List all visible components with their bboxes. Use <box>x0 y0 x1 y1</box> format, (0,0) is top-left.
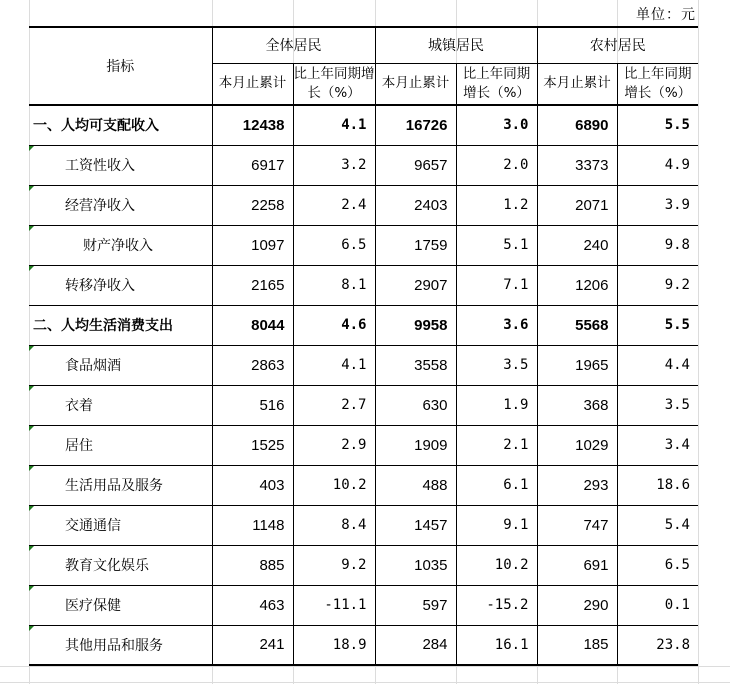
value-cell[interactable]: 2165 <box>212 265 293 305</box>
value-cell[interactable]: 9958 <box>375 305 456 345</box>
value-cell[interactable]: 1206 <box>537 265 617 305</box>
growth-cell[interactable]: 2.0 <box>456 145 537 185</box>
indicator-cell[interactable] <box>29 305 212 345</box>
value-cell[interactable]: 241 <box>212 625 293 665</box>
value-cell[interactable]: 12438 <box>212 105 293 145</box>
subheader-cumulative: 本月止累计 <box>537 63 617 105</box>
indicator-cell[interactable] <box>29 545 212 585</box>
growth-cell[interactable]: 10.2 <box>456 545 537 585</box>
value-cell[interactable]: 630 <box>375 385 456 425</box>
growth-cell[interactable]: 9.8 <box>617 225 698 265</box>
indicator-cell[interactable] <box>29 585 212 625</box>
indicator-cell[interactable] <box>29 225 212 265</box>
value-cell[interactable]: 488 <box>375 465 456 505</box>
group-header-rural: 农村居民 <box>537 27 698 63</box>
value-cell[interactable]: 1965 <box>537 345 617 385</box>
indicator-cell[interactable] <box>29 105 212 145</box>
cell-comment-marker-icon <box>29 346 34 351</box>
growth-cell[interactable]: 3.9 <box>617 185 698 225</box>
value-cell[interactable]: 290 <box>537 585 617 625</box>
growth-cell[interactable]: 7.1 <box>456 265 537 305</box>
indicator-label: 食品烟酒 <box>65 358 121 374</box>
value-cell[interactable]: 6917 <box>212 145 293 185</box>
value-cell[interactable]: 1759 <box>375 225 456 265</box>
cell-comment-marker-icon <box>29 146 34 151</box>
value-cell[interactable]: 1909 <box>375 425 456 465</box>
growth-cell[interactable]: 4.1 <box>293 105 375 145</box>
growth-cell[interactable]: 9.2 <box>293 545 375 585</box>
indicator-label: 生活用品及服务 <box>65 478 163 494</box>
value-cell[interactable]: 3373 <box>537 145 617 185</box>
value-cell[interactable]: 1097 <box>212 225 293 265</box>
cell-comment-marker-icon <box>29 266 34 271</box>
subheader-growth: 比上年同期增长（%） <box>456 63 537 105</box>
value-cell[interactable]: 2403 <box>375 185 456 225</box>
table-row <box>29 345 698 385</box>
growth-cell[interactable]: 9.2 <box>617 265 698 305</box>
indicator-header: 指标 <box>29 27 212 105</box>
table-row <box>29 465 698 505</box>
value-cell[interactable]: 16726 <box>375 105 456 145</box>
indicator-cell[interactable] <box>29 505 212 545</box>
growth-cell[interactable]: 10.2 <box>293 465 375 505</box>
growth-cell[interactable]: 4.1 <box>293 345 375 385</box>
growth-cell[interactable]: 3.5 <box>456 345 537 385</box>
value-cell[interactable]: 2863 <box>212 345 293 385</box>
growth-cell[interactable]: 1.2 <box>456 185 537 225</box>
indicator-label: 教育文化娱乐 <box>65 558 149 574</box>
growth-cell[interactable]: 2.7 <box>293 385 375 425</box>
table-row <box>29 145 698 185</box>
indicator-label: 衣着 <box>65 398 93 414</box>
growth-cell[interactable]: 5.5 <box>617 105 698 145</box>
growth-cell[interactable]: 18.9 <box>293 625 375 665</box>
growth-cell[interactable]: 1.9 <box>456 385 537 425</box>
value-cell[interactable]: 747 <box>537 505 617 545</box>
table-row <box>29 585 698 625</box>
value-cell[interactable]: 293 <box>537 465 617 505</box>
value-cell[interactable]: 597 <box>375 585 456 625</box>
growth-cell[interactable]: 4.9 <box>617 145 698 185</box>
indicator-label: 交通通信 <box>65 518 121 534</box>
indicator-label: 转移净收入 <box>65 278 135 294</box>
growth-cell[interactable]: 23.8 <box>617 625 698 665</box>
growth-cell[interactable]: 4.4 <box>617 345 698 385</box>
indicator-label: 财产净收入 <box>83 238 153 254</box>
indicator-label: 居住 <box>65 438 93 454</box>
table-row <box>29 425 698 465</box>
value-cell[interactable]: 403 <box>212 465 293 505</box>
table-row <box>29 625 698 665</box>
value-cell[interactable]: 1457 <box>375 505 456 545</box>
indicator-label: 医疗保健 <box>65 598 121 614</box>
income-expenditure-table <box>29 26 698 666</box>
indicator-cell[interactable] <box>29 265 212 305</box>
value-cell[interactable]: 463 <box>212 585 293 625</box>
value-cell[interactable]: 1525 <box>212 425 293 465</box>
value-cell[interactable]: 2907 <box>375 265 456 305</box>
unit-label: 单位：元 <box>636 7 696 23</box>
value-cell[interactable]: 6890 <box>537 105 617 145</box>
group-header-all: 全体居民 <box>212 27 375 63</box>
growth-cell[interactable]: 5.5 <box>617 305 698 345</box>
value-cell[interactable]: 1035 <box>375 545 456 585</box>
value-cell[interactable]: 3558 <box>375 345 456 385</box>
table-row <box>29 105 698 145</box>
growth-cell[interactable]: 8.4 <box>293 505 375 545</box>
cell-comment-marker-icon <box>29 506 34 511</box>
growth-cell[interactable]: 18.6 <box>617 465 698 505</box>
indicator-label: 一、人均可支配收入 <box>33 118 159 135</box>
value-cell[interactable]: 9657 <box>375 145 456 185</box>
cell-comment-marker-icon <box>29 386 34 391</box>
value-cell[interactable]: 185 <box>537 625 617 665</box>
growth-cell[interactable]: 6.1 <box>456 465 537 505</box>
cell-comment-marker-icon <box>29 546 34 551</box>
growth-cell[interactable]: 3.0 <box>456 105 537 145</box>
indicator-label: 经营净收入 <box>65 198 135 214</box>
table-row <box>29 385 698 425</box>
value-cell[interactable]: 368 <box>537 385 617 425</box>
growth-cell[interactable]: 4.6 <box>293 305 375 345</box>
growth-cell[interactable]: 2.1 <box>456 425 537 465</box>
growth-cell[interactable]: 2.4 <box>293 185 375 225</box>
group-header-urban: 城镇居民 <box>375 27 537 63</box>
table-row <box>29 305 698 345</box>
indicator-label: 工资性收入 <box>65 158 135 174</box>
subheader-growth: 比上年同期增长（%） <box>617 63 698 105</box>
indicator-cell[interactable] <box>29 385 212 425</box>
table-row <box>29 185 698 225</box>
growth-cell[interactable]: 8.1 <box>293 265 375 305</box>
indicator-cell[interactable] <box>29 185 212 225</box>
value-cell[interactable]: 1029 <box>537 425 617 465</box>
value-cell[interactable]: 885 <box>212 545 293 585</box>
growth-cell[interactable]: 3.5 <box>617 385 698 425</box>
table-row <box>29 225 698 265</box>
subheader-cumulative: 本月止累计 <box>212 63 293 105</box>
indicator-cell[interactable] <box>29 345 212 385</box>
growth-cell[interactable]: 3.6 <box>456 305 537 345</box>
indicator-cell[interactable] <box>29 465 212 505</box>
table-row <box>29 545 698 585</box>
subheader-growth: 比上年同期增长（%） <box>293 63 375 105</box>
growth-cell[interactable]: 5.1 <box>456 225 537 265</box>
subheader-cumulative: 本月止累计 <box>375 63 456 105</box>
value-cell[interactable]: 516 <box>212 385 293 425</box>
value-cell[interactable]: 2258 <box>212 185 293 225</box>
value-cell[interactable]: 2071 <box>537 185 617 225</box>
value-cell[interactable]: 1148 <box>212 505 293 545</box>
indicator-cell[interactable] <box>29 625 212 665</box>
growth-cell[interactable]: 6.5 <box>293 225 375 265</box>
growth-cell[interactable]: 16.1 <box>456 625 537 665</box>
indicator-label: 其他用品和服务 <box>65 637 163 654</box>
growth-cell[interactable]: 0.1 <box>617 585 698 625</box>
cell-comment-marker-icon <box>29 426 34 431</box>
cell-comment-marker-icon <box>29 226 34 231</box>
value-cell[interactable]: 691 <box>537 545 617 585</box>
growth-cell[interactable]: 2.9 <box>293 425 375 465</box>
indicator-cell[interactable] <box>29 425 212 465</box>
value-cell[interactable]: 5568 <box>537 305 617 345</box>
value-cell[interactable]: 240 <box>537 225 617 265</box>
growth-cell[interactable]: -15.2 <box>456 585 537 625</box>
table-row <box>29 265 698 305</box>
table-row <box>29 505 698 545</box>
growth-cell[interactable]: -11.1 <box>293 585 375 625</box>
value-cell[interactable]: 284 <box>375 625 456 665</box>
indicator-cell[interactable] <box>29 145 212 185</box>
growth-cell[interactable]: 9.1 <box>456 505 537 545</box>
growth-cell[interactable]: 3.2 <box>293 145 375 185</box>
indicator-label: 二、人均生活消费支出 <box>33 318 173 334</box>
cell-comment-marker-icon <box>29 186 34 191</box>
cell-comment-marker-icon <box>29 626 34 631</box>
value-cell[interactable]: 8044 <box>212 305 293 345</box>
cell-comment-marker-icon <box>29 586 34 591</box>
cell-comment-marker-icon <box>29 466 34 471</box>
growth-cell[interactable]: 5.4 <box>617 505 698 545</box>
growth-cell[interactable]: 6.5 <box>617 545 698 585</box>
growth-cell[interactable]: 3.4 <box>617 425 698 465</box>
